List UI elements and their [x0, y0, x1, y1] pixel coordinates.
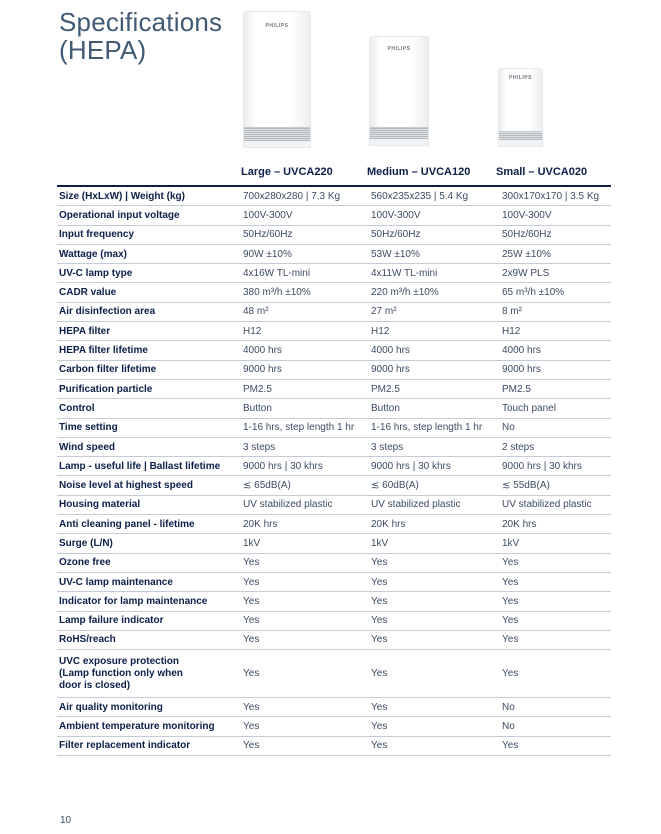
spec-value: 1-16 hrs, step length 1 hr: [241, 418, 369, 437]
table-row: [57, 341, 611, 360]
spec-value: Yes: [241, 611, 369, 630]
spec-value: 9000 hrs | 30 khrs: [500, 457, 611, 476]
specifications-table: [57, 187, 611, 756]
spec-value: 25W ±10%: [500, 244, 611, 263]
air-grille: [370, 127, 428, 139]
spec-value: PM2.5: [241, 379, 369, 398]
spec-value: UV stabilized plastic: [500, 495, 611, 514]
spec-value: Yes: [241, 553, 369, 572]
table-row: [57, 360, 611, 379]
column-header-small: Small – UVCA020: [496, 166, 588, 178]
table-row: [57, 379, 611, 398]
spec-label: Ambient temperature monitoring: [57, 717, 241, 736]
spec-label: Filter replacement indicator: [57, 736, 241, 755]
spec-value: Yes: [241, 698, 369, 717]
unit-base: [370, 139, 428, 145]
spec-value: 50Hz/60Hz: [500, 225, 611, 244]
table-row: [57, 418, 611, 437]
spec-value: Yes: [369, 698, 500, 717]
spec-label: Housing material: [57, 495, 241, 514]
brand-logo: PHILIPS: [509, 75, 532, 82]
unit-base: [499, 140, 542, 146]
table-row: [57, 736, 611, 755]
table-row: [57, 650, 611, 698]
table-row: [57, 495, 611, 514]
spec-label: Wind speed: [57, 437, 241, 456]
spec-label-line: door is closed): [59, 679, 131, 691]
spec-value: Yes: [369, 736, 500, 755]
table-row: [57, 515, 611, 534]
spec-value: 4000 hrs: [369, 341, 500, 360]
spec-value: 20K hrs: [241, 515, 369, 534]
spec-value: Yes: [241, 630, 369, 649]
spec-value: Yes: [241, 572, 369, 591]
table-row: [57, 437, 611, 456]
table-row: [57, 630, 611, 649]
spec-value: 9000 hrs: [500, 360, 611, 379]
table-row: [57, 717, 611, 736]
spec-value: Yes: [500, 650, 611, 698]
spec-value: 50Hz/60Hz: [369, 225, 500, 244]
spec-label: CADR value: [57, 283, 241, 302]
spec-value: 50Hz/60Hz: [241, 225, 369, 244]
table-row: [57, 553, 611, 572]
spec-value: 4000 hrs: [500, 341, 611, 360]
spec-label: Purification particle: [57, 379, 241, 398]
spec-value: 65 m³/h ±10%: [500, 283, 611, 302]
spec-label: Operational input voltage: [57, 206, 241, 225]
spec-label: Control: [57, 399, 241, 418]
spec-value: 1kV: [241, 534, 369, 553]
spec-value: ≲ 55dB(A): [500, 476, 611, 495]
spec-value: 53W ±10%: [369, 244, 500, 263]
spec-value: 4000 hrs: [241, 341, 369, 360]
spec-label: UV-C lamp type: [57, 264, 241, 283]
spec-value: Yes: [500, 553, 611, 572]
spec-value: 1-16 hrs, step length 1 hr: [369, 418, 500, 437]
spec-value: 9000 hrs | 30 khrs: [241, 457, 369, 476]
spec-label: RoHS/reach: [57, 630, 241, 649]
spec-label: Air quality monitoring: [57, 698, 241, 717]
spec-label: Indicator for lamp maintenance: [57, 592, 241, 611]
spec-label-line: UVC exposure protection: [59, 655, 180, 667]
spec-value: ≲ 60dB(A): [369, 476, 500, 495]
spec-value: 100V-300V: [369, 206, 500, 225]
spec-value: No: [500, 717, 611, 736]
table-row: [57, 698, 611, 717]
column-header-large: Large – UVCA220: [241, 166, 333, 178]
table-row: [57, 322, 611, 341]
spec-value: Yes: [241, 592, 369, 611]
table-row: [57, 283, 611, 302]
air-grille: [244, 127, 310, 141]
spec-label: Surge (L/N): [57, 534, 241, 553]
table-row: [57, 611, 611, 630]
spec-value: 20K hrs: [500, 515, 611, 534]
spec-value: Yes: [500, 592, 611, 611]
spec-value: Yes: [369, 630, 500, 649]
spec-value: PM2.5: [500, 379, 611, 398]
spec-label: Wattage (max): [57, 244, 241, 263]
table-row: [57, 572, 611, 591]
spec-value: 1kV: [369, 534, 500, 553]
spec-value: 300x170x170 | 3.5 Kg: [500, 187, 611, 206]
spec-value: 100V-300V: [500, 206, 611, 225]
spec-value: 9000 hrs: [241, 360, 369, 379]
spec-value: H12: [241, 322, 369, 341]
spec-value: 1kV: [500, 534, 611, 553]
spec-value: ≲ 65dB(A): [241, 476, 369, 495]
table-row: [57, 302, 611, 321]
spec-value: Yes: [500, 611, 611, 630]
spec-value: H12: [369, 322, 500, 341]
air-grille: [499, 131, 542, 140]
brand-logo: PHILIPS: [265, 22, 289, 29]
spec-label: HEPA filter lifetime: [57, 341, 241, 360]
spec-value: 2x9W PLS: [500, 264, 611, 283]
spec-label-line: (Lamp function only when: [59, 667, 183, 679]
table-row: [57, 534, 611, 553]
spec-value: Yes: [369, 553, 500, 572]
spec-value: 3 steps: [241, 437, 369, 456]
spec-value: Yes: [500, 630, 611, 649]
spec-label: Size (HxLxW) | Weight (kg): [57, 187, 241, 206]
spec-value: Yes: [500, 736, 611, 755]
spec-value: PM2.5: [369, 379, 500, 398]
spec-value: 2 steps: [500, 437, 611, 456]
spec-value: 560x235x235 | 5.4 Kg: [369, 187, 500, 206]
table-row: [57, 225, 611, 244]
large-purifier-image: [243, 11, 311, 148]
table-row: [57, 264, 611, 283]
spec-value: 8 m²: [500, 302, 611, 321]
spec-label: UV-C lamp maintenance: [57, 572, 241, 591]
spec-value: Button: [369, 399, 500, 418]
spec-value: Yes: [369, 717, 500, 736]
spec-value: UV stabilized plastic: [241, 495, 369, 514]
spec-value: No: [500, 698, 611, 717]
table-row: [57, 399, 611, 418]
spec-value: 100V-300V: [241, 206, 369, 225]
spec-value: Touch panel: [500, 399, 611, 418]
spec-label: Anti cleaning panel - lifetime: [57, 515, 241, 534]
spec-value: Yes: [241, 717, 369, 736]
small-purifier-image: [498, 68, 543, 147]
brand-logo: PHILIPS: [387, 45, 411, 52]
spec-label: Noise level at highest speed: [57, 476, 241, 495]
spec-value: Yes: [369, 611, 500, 630]
spec-value: Yes: [369, 650, 500, 698]
spec-label: HEPA filter: [57, 322, 241, 341]
spec-label: Carbon filter lifetime: [57, 360, 241, 379]
table-row: [57, 592, 611, 611]
spec-value: 9000 hrs: [369, 360, 500, 379]
spec-value: 27 m²: [369, 302, 500, 321]
spec-value: 48 m²: [241, 302, 369, 321]
unit-base: [244, 141, 310, 147]
spec-value: 20K hrs: [369, 515, 500, 534]
spec-value: Yes: [241, 736, 369, 755]
spec-value: 3 steps: [369, 437, 500, 456]
spec-value: 4x11W TL-mini: [369, 264, 500, 283]
title-line-2: (HEPA): [59, 35, 147, 65]
medium-purifier-image: [369, 36, 429, 146]
table-row: [57, 457, 611, 476]
spec-value: Button: [241, 399, 369, 418]
spec-label: [57, 650, 241, 698]
spec-label: Lamp failure indicator: [57, 611, 241, 630]
page-title: [59, 8, 222, 64]
spec-value: Yes: [500, 572, 611, 591]
table-row: [57, 206, 611, 225]
column-header-medium: Medium – UVCA120: [367, 166, 471, 178]
spec-value: Yes: [241, 650, 369, 698]
spec-label: Ozone free: [57, 553, 241, 572]
table-row: [57, 187, 611, 206]
spec-value: 380 m³/h ±10%: [241, 283, 369, 302]
spec-label: Lamp - useful life | Ballast lifetime: [57, 457, 241, 476]
table-row: [57, 244, 611, 263]
spec-value: 4x16W TL-mini: [241, 264, 369, 283]
spec-value: 220 m³/h ±10%: [369, 283, 500, 302]
spec-value: No: [500, 418, 611, 437]
spec-value: H12: [500, 322, 611, 341]
page-number: 10: [60, 815, 72, 826]
spec-value: Yes: [369, 592, 500, 611]
title-line-1: Specifications: [59, 7, 223, 37]
spec-label: Air disinfection area: [57, 302, 241, 321]
spec-label: Time setting: [57, 418, 241, 437]
spec-value: Yes: [369, 572, 500, 591]
spec-value: 90W ±10%: [241, 244, 369, 263]
spec-value: 700x280x280 | 7.3 Kg: [241, 187, 369, 206]
table-row: [57, 476, 611, 495]
spec-value: 9000 hrs | 30 khrs: [369, 457, 500, 476]
spec-label: Input frequency: [57, 225, 241, 244]
spec-value: UV stabilized plastic: [369, 495, 500, 514]
